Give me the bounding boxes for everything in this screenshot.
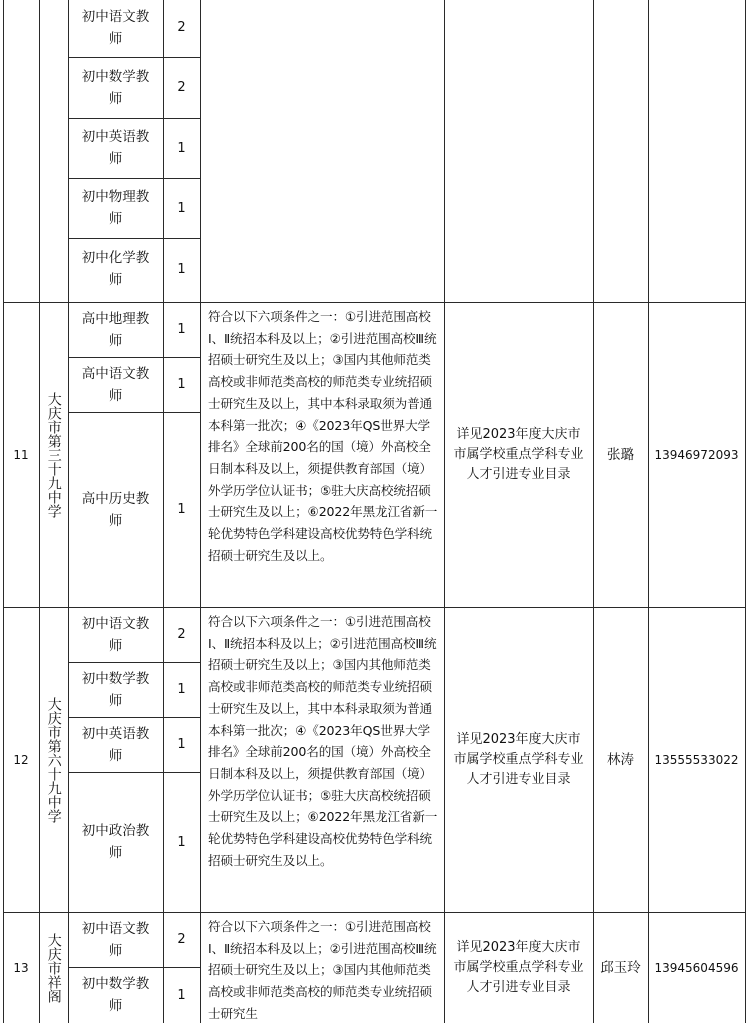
position-count: 1 xyxy=(177,322,186,337)
requirements-text: 符合以下六项条件之一：①引进范围高校Ⅰ、Ⅱ统招本科及以上；②引进范围高校Ⅲ统招硕士研究生及以上；③国内其他师范类高校或非师范类高校的师范类专业统招硕士研究生及以上，其中本科录取须为普通本科第一批次；④《2023年QS世界大学排名》全球前200名的国（境）外高校全日制本科及以上，须提供教育部国（境）外学历学位认证书；⑤驻大庆高校统招硕士研究生及以上；⑥2022年黑龙江省新一轮优势特色学科建设高校优势特色学科统招硕士研究生及以上。 xyxy=(208,309,438,563)
school-name: 大庆市第六十九中学 xyxy=(45,696,62,823)
position-count: 1 xyxy=(177,140,186,156)
position-name: 初中语文教师 xyxy=(81,920,150,959)
school-name: 大庆市第三十九中学 xyxy=(45,391,62,518)
position-count: 2 xyxy=(177,80,186,95)
row-index: 13 xyxy=(13,960,29,975)
position-count: 1 xyxy=(177,987,186,1003)
position-count: 1 xyxy=(177,377,186,392)
contact-phone: 13946972093 xyxy=(654,447,739,462)
position-name: 初中化学教师 xyxy=(81,250,150,288)
row-index: 11 xyxy=(13,447,29,462)
contact-person xyxy=(593,0,648,300)
contact-person: 邱玉玲 xyxy=(600,959,641,976)
position-count: 1 xyxy=(177,737,186,752)
requirements-text: 符合以下六项条件之一：①引进范围高校Ⅰ、Ⅱ统招本科及以上；②引进范围高校Ⅲ统招硕士研究生及以上；③国内其他师范类高校或非师范类高校的师范类专业统招硕士研究生及以上，其中本科录取须为普通本科第一批次；④《2023年QS世界大学排名》全球前200名的国（境）外高校全日制本科及以上，须提供教育部国（境）外学历学位认证书；⑤驻大庆高校统招硕士研究生及以上；⑥2022年黑龙江省新一轮优势特色学科建设高校优势特色学科统招硕士研究生及以上。 xyxy=(208,614,438,868)
column-border xyxy=(745,0,746,1023)
position-name: 初中语文教师 xyxy=(81,8,150,47)
major-catalog xyxy=(444,0,593,300)
position-name: 初中英语教师 xyxy=(81,725,150,764)
position-name: 初中物理教师 xyxy=(81,189,150,227)
major-catalog: 详见2023年度大庆市市属学校重点学科专业人才引进专业目录 xyxy=(453,939,584,995)
row-index xyxy=(3,0,39,300)
position-count: 1 xyxy=(177,261,186,277)
position-name: 高中语文教师 xyxy=(81,365,150,404)
school-name: 大庆市祥阁 xyxy=(45,932,62,1003)
requirements-text xyxy=(200,0,444,300)
position-count: 1 xyxy=(177,200,186,216)
position-count: 2 xyxy=(177,932,186,947)
position-name: 高中历史教师 xyxy=(81,490,150,529)
contact-phone: 13555533022 xyxy=(654,752,739,767)
position-count: 1 xyxy=(177,834,186,850)
contact-person: 林涛 xyxy=(607,751,634,768)
position-name: 高中地理教师 xyxy=(81,310,150,349)
position-name: 初中数学教师 xyxy=(81,670,150,709)
contact-person: 张璐 xyxy=(607,446,634,463)
row-index: 12 xyxy=(13,752,29,767)
position-name: 初中数学教师 xyxy=(81,68,150,107)
position-name: 初中政治教师 xyxy=(81,823,150,861)
position-count: 1 xyxy=(177,682,186,697)
contact-phone: 13945604596 xyxy=(654,960,739,975)
position-count: 2 xyxy=(177,20,186,35)
requirements-text: 符合以下六项条件之一：①引进范围高校Ⅰ、Ⅱ统招本科及以上；②引进范围高校Ⅲ统招硕士研究生及以上；③国内其他师范类高校或非师范类高校的师范类专业统招硕士研究生 xyxy=(208,919,437,1021)
contact-phone xyxy=(648,0,745,300)
major-catalog: 详见2023年度大庆市市属学校重点学科专业人才引进专业目录 xyxy=(453,731,584,787)
school-name xyxy=(39,0,68,300)
position-count: 2 xyxy=(177,627,186,642)
position-name: 初中数学教师 xyxy=(81,976,150,1014)
position-name: 初中英语教师 xyxy=(81,129,150,167)
position-count: 1 xyxy=(177,502,186,517)
position-name: 初中语文教师 xyxy=(81,615,150,654)
major-catalog: 详见2023年度大庆市市属学校重点学科专业人才引进专业目录 xyxy=(453,426,584,482)
